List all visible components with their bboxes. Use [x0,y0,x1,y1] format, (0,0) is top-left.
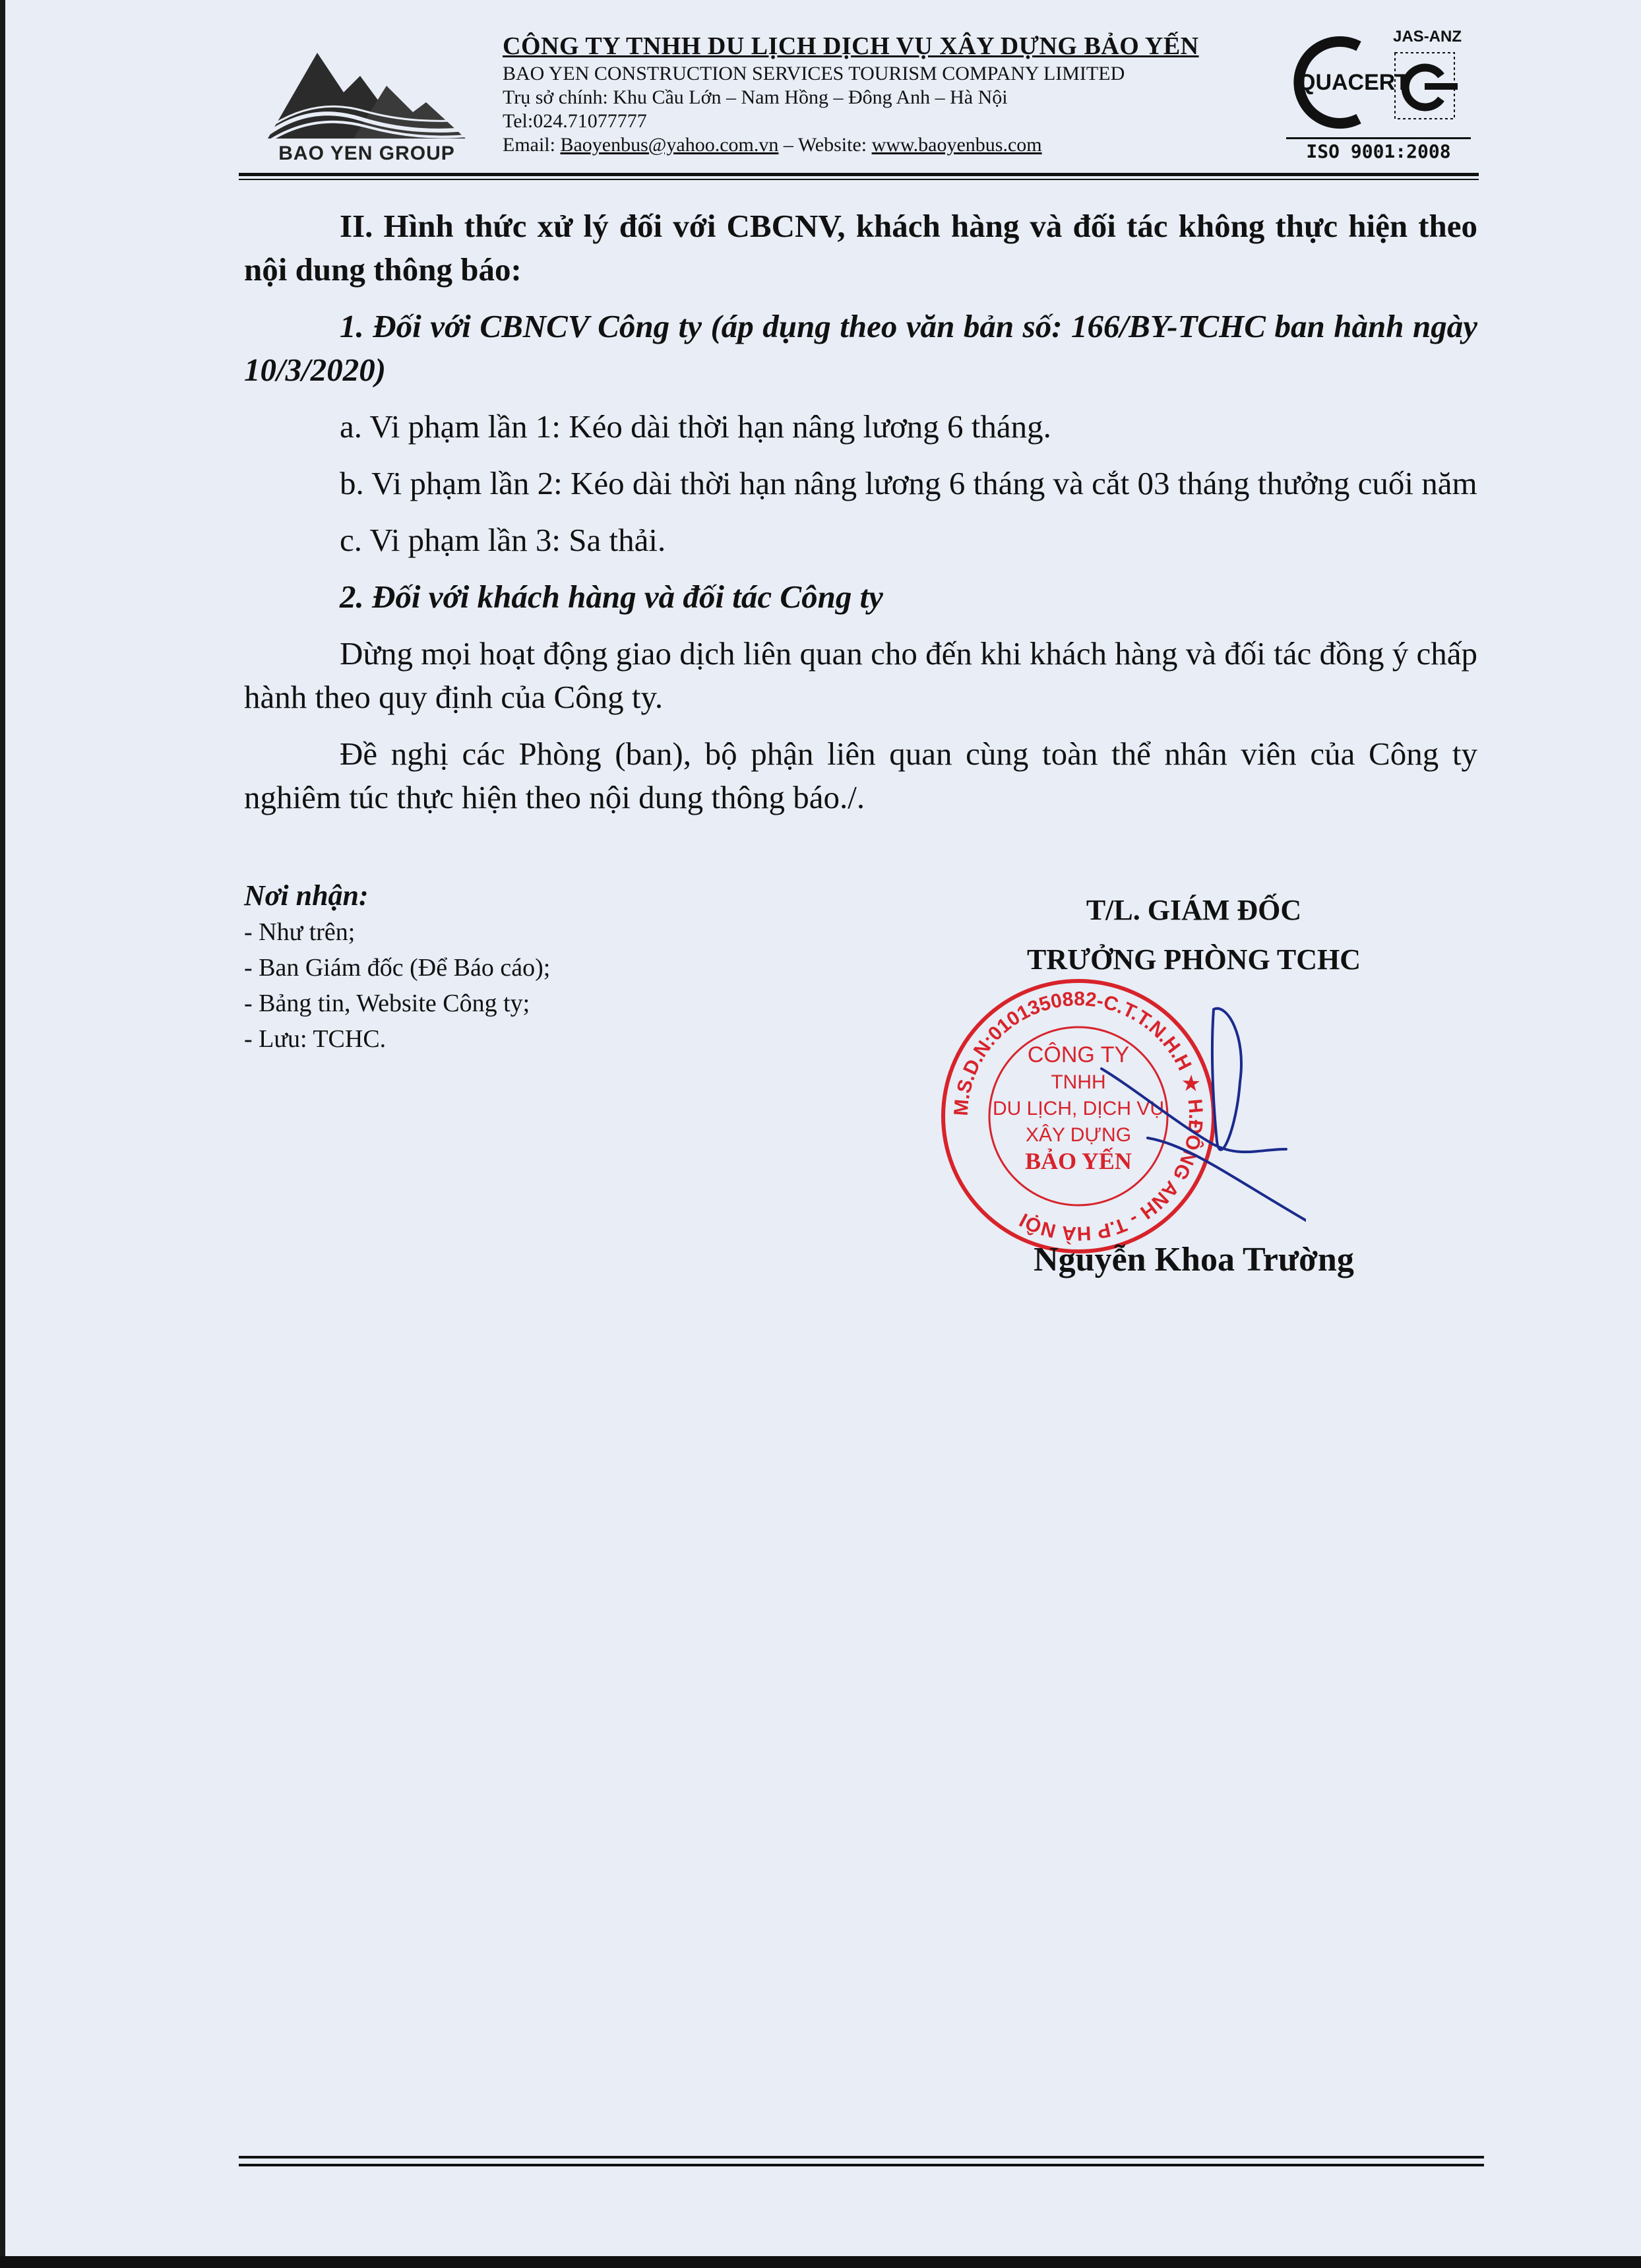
stamp-line-2: TNHH [1051,1071,1106,1093]
partners-paragraph: Dừng mọi hoạt động giao dịch liên quan cho đến khi khách hàng và đối tác đồng ý chấp hành theo quy định của Công ty. [244,635,1477,715]
email-link[interactable]: Baoyenbus@yahoo.com.vn [560,134,779,156]
stamp-line-1: CÔNG TY [1027,1042,1130,1067]
recipient-item: - Lưu: TCHC. [244,1025,387,1053]
certification-logos [1286,26,1471,162]
stamp-ring-text: M.S.D.N:0101350882-C.T.T.N.H.H ★ H.ĐÔNG ANH - T.P HÀ NỘI [950,988,1207,1245]
header-rule-thin [239,179,1479,180]
footer-rule [239,2156,1484,2158]
company-name-vi: CÔNG TY TNHH DU LỊCH DỊCH VỤ XÂY DỰNG BẢO YẾN [503,32,1199,60]
stamp-line-5: BẢO YẾN [1025,1148,1132,1174]
recipients-block [244,877,838,1057]
signature-block [963,884,1425,983]
email-label: Email: [503,134,561,156]
scan-edge-bottom [0,2256,1641,2268]
stamp-line-4: XÂY DỰNG [1025,1124,1132,1146]
quacert-text: QUACERT [1298,70,1409,95]
item-a: a. Vi phạm lần 1: Kéo dài thời hạn nâng lương 6 tháng. [340,408,1051,445]
company-stamp [937,976,1306,1253]
iso-label: ISO 9001:2008 [1286,137,1471,162]
footer-rule-2 [239,2164,1484,2166]
signature-title-2: TRƯỞNG PHÒNG TCHC [1026,943,1361,976]
company-logo [255,40,479,172]
company-info [503,30,1261,157]
company-address: Trụ sở chính: Khu Cầu Lớn – Nam Hồng – Đông Anh – Hà Nội [503,86,1008,108]
recipient-item: - Ban Giám đốc (Để Báo cáo); [244,954,551,982]
recipient-item: - Bảng tin, Website Công ty; [244,990,530,1017]
recipients-heading: Nơi nhận: [244,879,369,912]
website-link[interactable]: www.baoyenbus.com [871,134,1042,156]
recipient-item: - Như trên; [244,918,356,946]
logo-text: BAO YEN GROUP [278,142,455,164]
website-label: – Website: [778,134,872,156]
section-title: II. Hình thức xử lý đối với CBCNV, khách hàng và đối tác không thực hiện theo nội dung thông báo: [244,208,1477,288]
request-paragraph: Đề nghị các Phòng (ban), bộ phận liên quan cùng toàn thể nhân viên của Công ty nghiêm túc thực hiện theo nội dung thông báo./. [244,736,1477,815]
mountain-logo-icon [255,40,479,145]
subsection-2-title: 2. Đối với khách hàng và đối tác Công ty [340,579,883,615]
item-b: b. Vi phạm lần 2: Kéo dài thời hạn nâng lương 6 tháng và cắt 03 tháng thưởng cuối năm [340,465,1477,501]
company-tel: Tel:024.71077777 [503,110,647,132]
signer-name: Nguyễn Khoa Trường [1034,1241,1354,1278]
signature-title-1: T/L. GIÁM ĐỐC [1086,894,1302,926]
scan-edge-left [0,0,5,2268]
company-contact [503,133,1261,157]
jas-anz-label: JAS-ANZ [1393,28,1462,46]
subsection-1-title: 1. Đối với CBNCV Công ty (áp dụng theo văn bản số: 166/BY-TCHC ban hành ngày 10/3/2020) [244,308,1477,388]
company-name-en: BAO YEN CONSTRUCTION SERVICES TOURISM COMPANY LIMITED [503,63,1125,84]
document-body [244,205,1477,833]
item-c: c. Vi phạm lần 3: Sa thải. [340,522,666,558]
header-rule [239,173,1479,176]
stamp-line-3: DU LỊCH, DỊCH VỤ [992,1098,1165,1119]
